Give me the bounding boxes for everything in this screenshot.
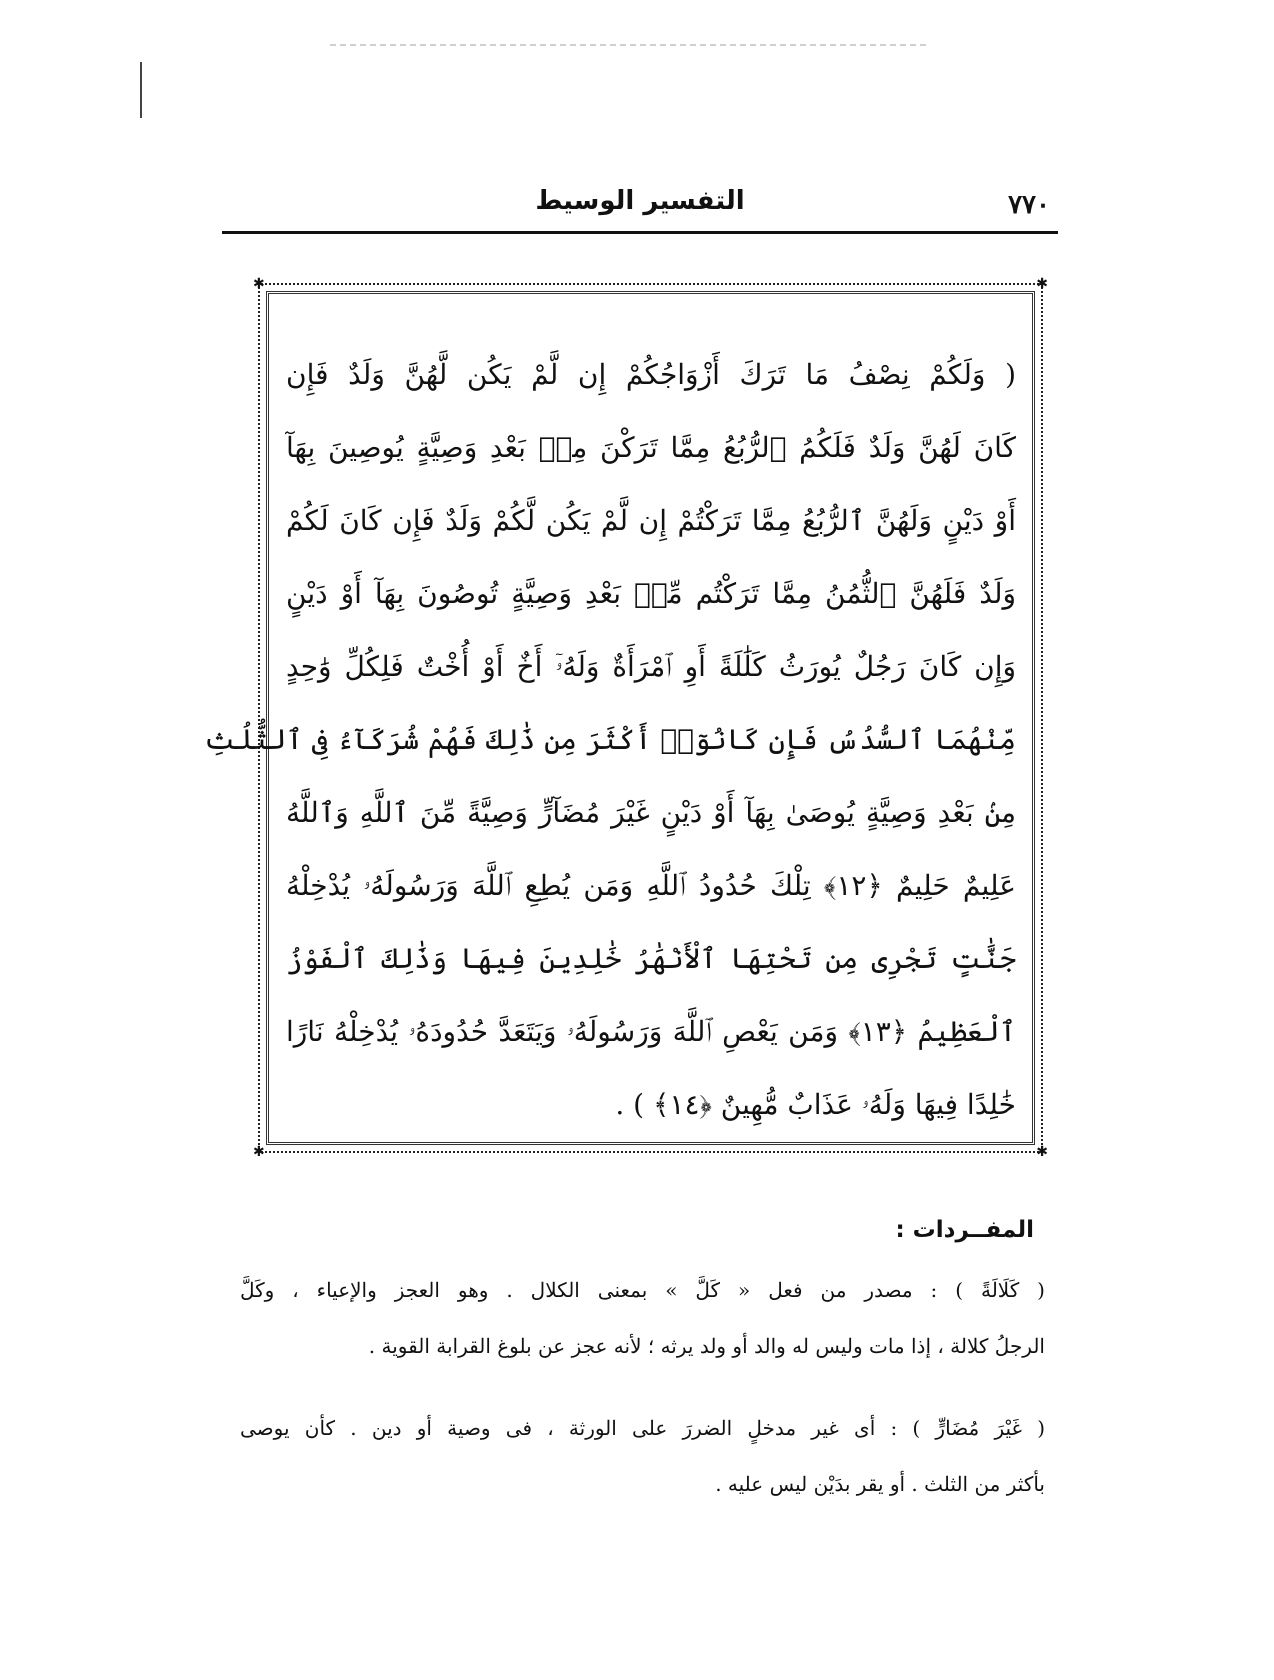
scan-artifact-line [330, 44, 930, 46]
verse-line: وَإِن كَانَ رَجُلٌ يُورَثُ كَلَٰلَةً أَوِ ٱمْرَأَةٌ وَلَهُۥٓ أَخٌ أَوْ أُخْتٌ فَلِكُلِّ وَٰحِدٍ [286, 650, 1016, 683]
vocabulary-heading: المفــردات : [895, 1217, 1034, 1243]
page-header [222, 186, 1058, 228]
corner-star-icon: ✱ [1036, 1144, 1048, 1160]
margin-mark [140, 62, 142, 118]
verse-line: عَلِيمٌ حَلِيمٌ ﴿١٢﴾ تِلْكَ حُدُودُ ٱللَّهِ وَمَن يُطِعِ ٱللَّهَ وَرَسُولَهُۥ يُدْخِلْهُ [286, 869, 1016, 902]
verse-line: مِّنْهُمَا ٱلسُّدُسُ فَإِن كَانُوٓا۟ أَكْثَرَ مِن ذَٰلِكَ فَهُمْ شُرَكَآءُ فِى ٱلثُّلُثِ [204, 723, 1016, 756]
verse-line: خَٰلِدًا فِيهَا وَلَهُۥ عَذَابٌ مُّهِينٌ ﴿١٤﴾ ) . [615, 1088, 1016, 1121]
vocabulary-line: ( كَلَالَةً ) : مصدر من فعل « كَلَّ » بمعنى الكلال . وهو العجز والإعياء ، وكَلَّ [240, 1278, 1045, 1302]
page-number: ٧٧٠ [1008, 190, 1050, 220]
vocabulary-line: الرجلُ كلالة ، إذا مات وليس له والد أو ولد يرثه ؛ لأنه عجز عن بلوغ القرابة القوية . [368, 1334, 1045, 1358]
verse-line: أَوْ دَيْنٍ وَلَهُنَّ ٱلرُّبُعُ مِمَّا تَرَكْتُمْ إِن لَّمْ يَكُن لَّكُمْ وَلَدٌ فَإِن كَانَ لَكُمْ [286, 504, 1016, 537]
verse-line: مِنۢ بَعْدِ وَصِيَّةٍ يُوصَىٰ بِهَآ أَوْ دَيْنٍ غَيْرَ مُضَآرٍّ وَصِيَّةً مِّنَ ٱللَّهِ وَٱللَّهُ [286, 796, 1016, 829]
vocabulary-line: بأكثر من الثلث . أو يقر بدَيْن ليس عليه . [715, 1472, 1045, 1496]
corner-star-icon: ✱ [1036, 276, 1048, 292]
quran-verse-block [204, 338, 1016, 1138]
verse-line: كَانَ لَهُنَّ وَلَدٌ فَلَكُمُ ٱلرُّبُعُ مِمَّا تَرَكْنَ مِنۢ بَعْدِ وَصِيَّةٍ يُوصِينَ بِهَآ [286, 431, 1016, 464]
corner-star-icon: ✱ [253, 1144, 265, 1160]
vocabulary-entry [240, 1262, 1045, 1374]
verse-line: ( وَلَكُمْ نِصْفُ مَا تَرَكَ أَزْوَاجُكُمْ إِن لَّمْ يَكُن لَّهُنَّ وَلَدٌ فَإِن [286, 358, 1016, 391]
running-title: التفسير الوسيط [535, 186, 745, 216]
verse-line: وَلَدٌ فَلَهُنَّ ٱلثُّمُنُ مِمَّا تَرَكْتُم مِّنۢ بَعْدِ وَصِيَّةٍ تُوصُونَ بِهَآ أَوْ دَيْنٍ [286, 577, 1016, 610]
corner-star-icon: ✱ [253, 276, 265, 292]
verse-line: جَنَّٰتٍ تَجْرِى مِن تَحْتِهَا ٱلْأَنْهَٰرُ خَٰلِدِينَ فِيهَا وَذَٰلِكَ ٱلْفَوْزُ [286, 942, 1016, 975]
header-rule [222, 231, 1058, 234]
vocabulary-line: ( غَيْرَ مُضَارٍّ ) : أى غير مدخلٍ الضررَ على الورثة ، فى وصية أو دين . كأن يوصى [240, 1416, 1045, 1440]
verse-line: ٱلْعَظِيمُ ﴿١٣﴾ وَمَن يَعْصِ ٱللَّهَ وَرَسُولَهُۥ وَيَتَعَدَّ حُدُودَهُۥ يُدْخِلْهُ نَارًا [286, 1015, 1016, 1048]
vocabulary-entry [240, 1400, 1045, 1512]
